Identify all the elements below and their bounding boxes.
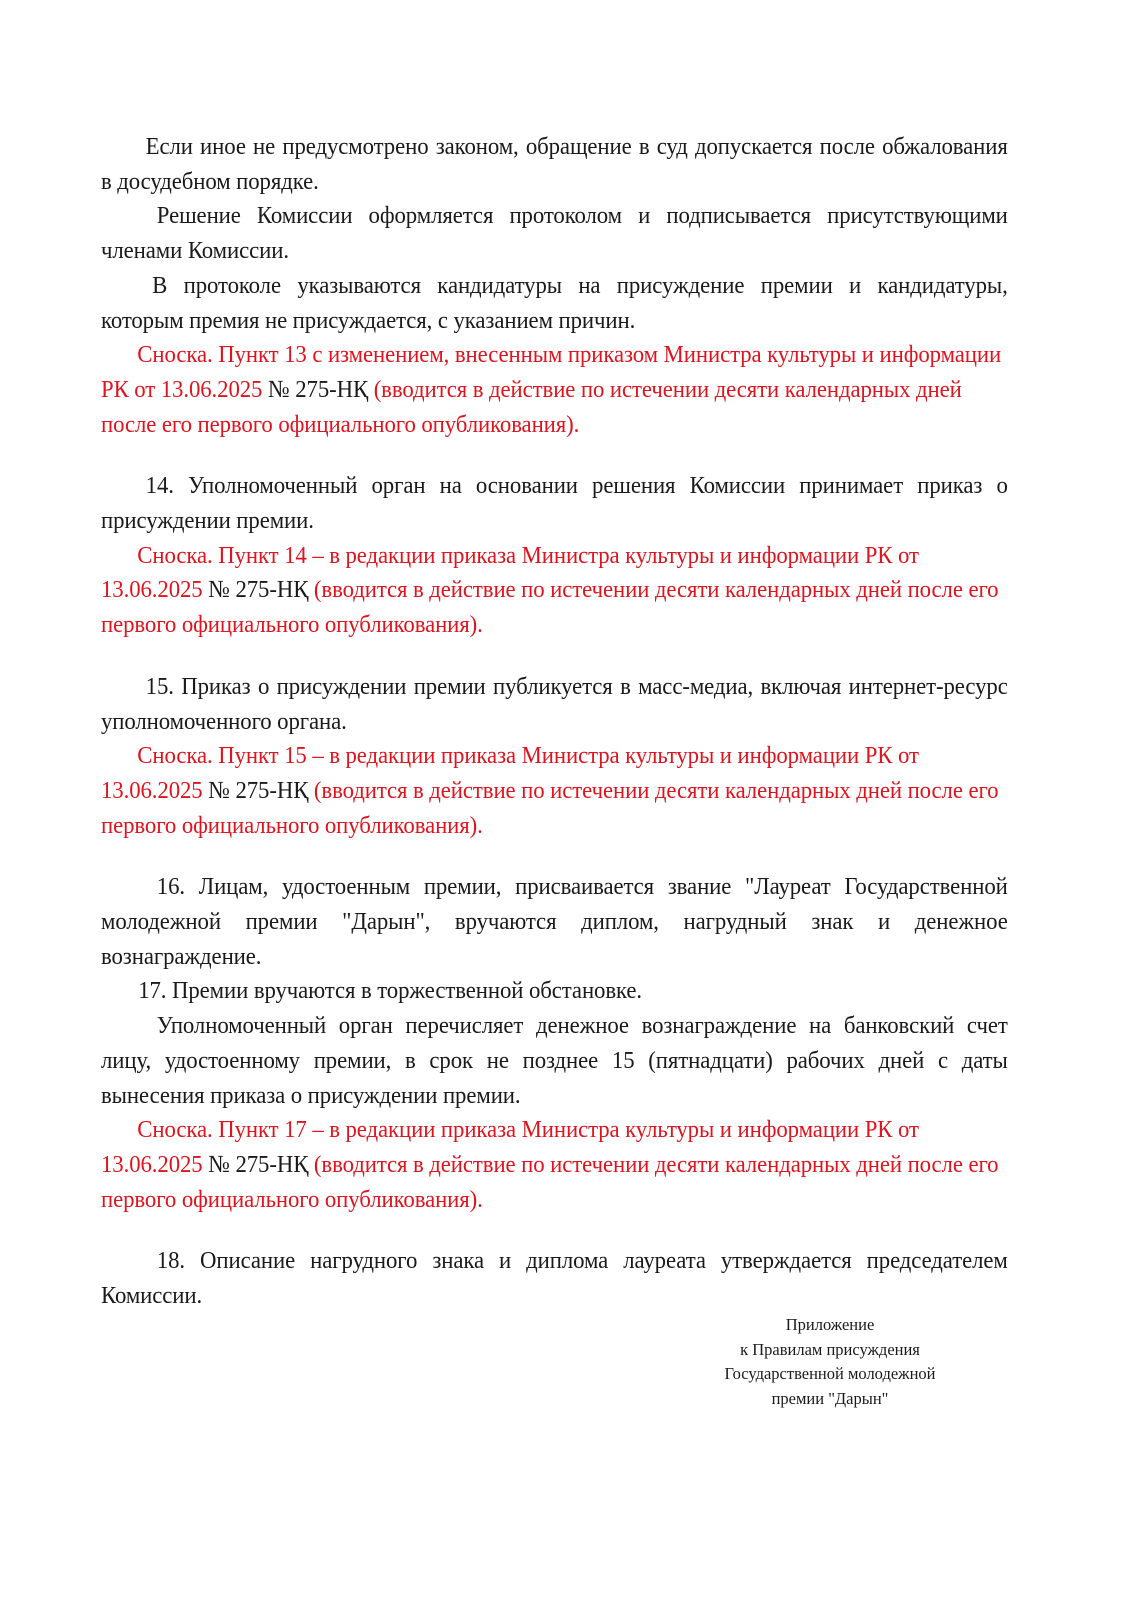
spacer xyxy=(101,843,1008,870)
item-18: 18. Описание нагрудного знака и диплома лауреата утверждается председателем Комиссии. xyxy=(101,1247,1008,1310)
footnote-item-13 xyxy=(101,338,1008,442)
footnote-item-17 xyxy=(101,1113,1008,1217)
appendix-line: премии "Дарын" xyxy=(771,1388,889,1408)
footnote-text: Сноска. Пункт 17 – в редакции приказа Министра культуры и информации РК от 13.06.2025 xyxy=(101,1116,919,1178)
appendix-line: к Правилам присуждения xyxy=(740,1339,920,1359)
footnote-text: Сноска. Пункт 13 с изменением, внесенным приказом Министра культуры и информации РК от 13.06.2025 xyxy=(101,341,1002,403)
item-17: 17. Премии вручаются в торжественной обстановке. xyxy=(138,977,643,1005)
footnote-text: Сноска. Пункт 15 – в редакции приказа Министра культуры и информации РК от 13.06.2025 xyxy=(101,742,919,804)
footnote-text: (вводится в действие по истечении десяти календарных дней после его первого официального опубликования). xyxy=(101,576,999,639)
footnote-item-14 xyxy=(101,539,1008,643)
footnote-item-15 xyxy=(101,739,1008,843)
order-number: № 275-НҚ xyxy=(267,375,369,403)
appendix-line: Приложение xyxy=(785,1315,875,1334)
paragraph-protocol-candidates: В протоколе указываются кандидатуры на присуждение премии и кандидатуры, которым премия не присуждается, с указанием причин. xyxy=(101,271,1008,334)
order-number: № 275-НҚ xyxy=(208,1150,309,1178)
paragraph-protocol-signing: Решение Комиссии оформляется протоколом и подписывается присутствующими членами Комиссии. xyxy=(101,202,1008,265)
item-14: 14. Уполномоченный орган на основании решения Комиссии принимает приказ о присуждении премии. xyxy=(101,472,1008,535)
order-number: № 275-НҚ xyxy=(208,776,309,804)
item-16: 16. Лицам, удостоенным премии, присваивается звание "Лауреат Государственной молодежной премии "Дарын", вручаются диплом, нагрудный знак и денежное вознаграждение. xyxy=(101,873,1008,970)
footnote-text: Сноска. Пункт 14 – в редакции приказа Министра культуры и информации РК от 13.06.2025 xyxy=(101,541,919,604)
spacer xyxy=(101,442,1008,469)
paragraph-court-appeal: Если иное не предусмотрено законом, обращение в суд допускается после обжалования в досудебном порядке. xyxy=(101,133,1008,195)
footnote-text: (вводится в действие по истечении десяти календарных дней после его первого официального опубликования). xyxy=(101,375,962,438)
item-15: 15. Приказ о присуждении премии публикуется в масс-медиа, включая интернет-ресурс уполномоченного органа. xyxy=(101,672,1008,735)
footnote-text: (вводится в действие по истечении десяти календарных дней после его первого официального опубликования). xyxy=(101,1150,999,1213)
document-page xyxy=(101,130,1008,1314)
spacer xyxy=(101,1217,1008,1244)
spacer xyxy=(101,643,1008,670)
footnote-text: (вводится в действие по истечении десяти календарных дней после его первого официального опубликования). xyxy=(101,776,999,839)
appendix-line: Государственной молодежной xyxy=(724,1364,936,1383)
appendix-heading xyxy=(680,1313,980,1411)
item-17-payment-paragraph: Уполномоченный орган перечисляет денежное вознаграждение на банковский счет лицу, удостоенному премии, в срок не позднее 15 (пятнадцати) рабочих дней с даты вынесения приказа о присуждении премии. xyxy=(101,1012,1008,1109)
order-number: № 275-НҚ xyxy=(208,576,309,604)
